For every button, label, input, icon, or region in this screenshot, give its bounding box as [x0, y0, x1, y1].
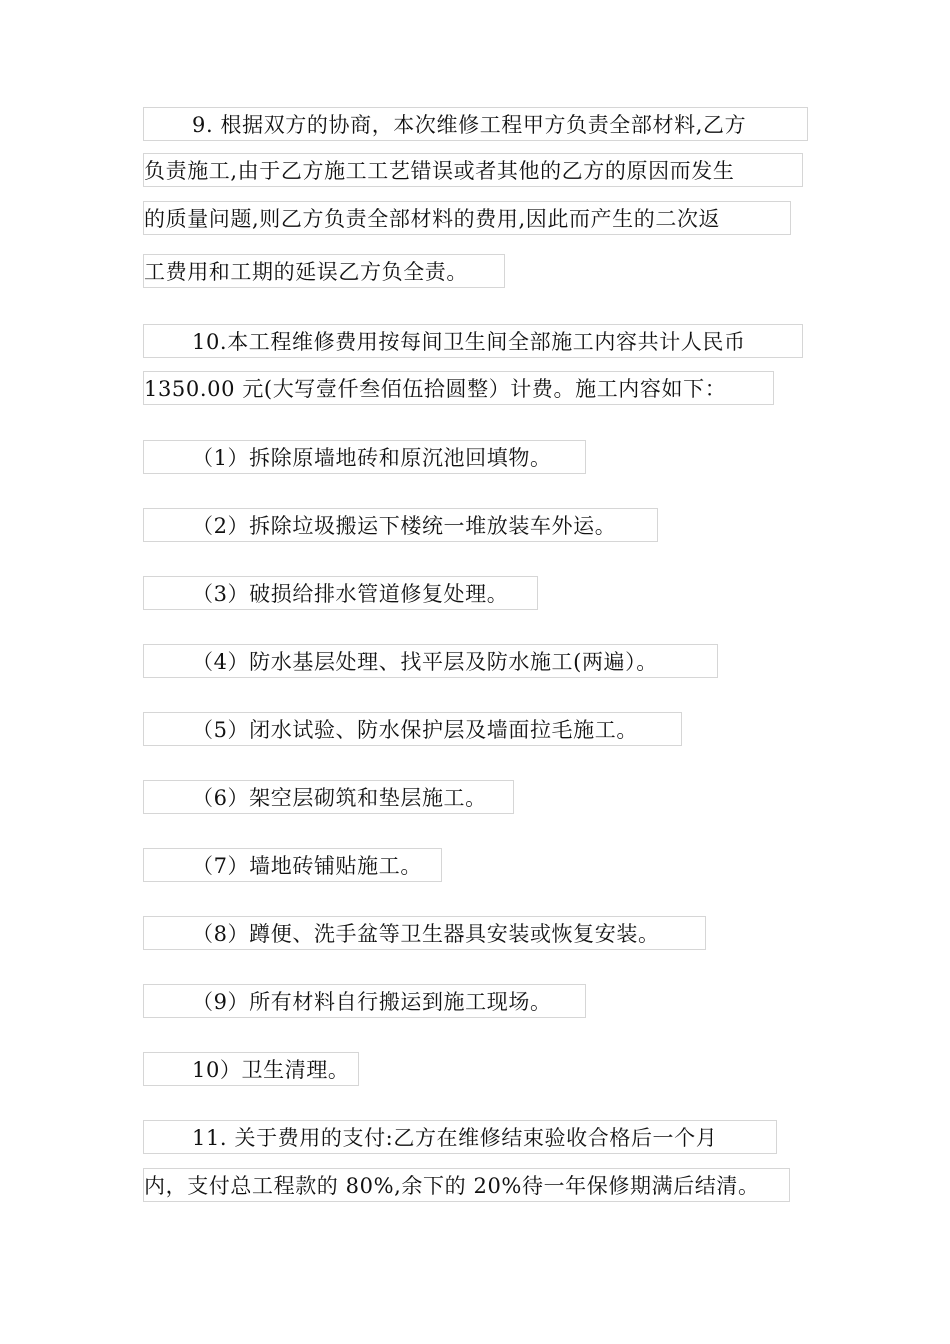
work-item-7: （7）墙地砖铺贴施工。 — [143, 848, 442, 882]
clause-11-line-1: 11. 关于费用的支付:乙方在维修结束验收合格后一个月 — [143, 1120, 777, 1154]
work-item-5: （5）闭水试验、防水保护层及墙面拉毛施工。 — [143, 712, 682, 746]
work-item-6: （6）架空层砌筑和垫层施工。 — [143, 780, 514, 814]
work-item-4: （4）防水基层处理、找平层及防水施工(两遍）。 — [143, 644, 718, 678]
clause-9-line-4: 工费用和工期的延误乙方负全责。 — [143, 254, 505, 288]
work-item-10: 10）卫生清理。 — [143, 1052, 359, 1086]
clause-11-line-2: 内，支付总工程款的 80%,余下的 20%待一年保修期满后结清。 — [143, 1168, 790, 1202]
clause-10-line-2: 1350.00 元(大写壹仟叁佰伍拾圆整）计费。施工内容如下： — [143, 371, 774, 405]
work-item-2: （2）拆除垃圾搬运下楼统一堆放装车外运。 — [143, 508, 658, 542]
clause-10-line-1: 10.本工程维修费用按每间卫生间全部施工内容共计人民币 — [143, 324, 803, 358]
clause-9-line-1: 9. 根据双方的协商，本次维修工程甲方负责全部材料,乙方 — [143, 107, 808, 141]
clause-9-line-3: 的质量问题,则乙方负责全部材料的费用,因此而产生的二次返 — [143, 201, 791, 235]
clause-9-line-2: 负责施工,由于乙方施工工艺错误或者其他的乙方的原因而发生 — [143, 153, 803, 187]
work-item-9: （9）所有材料自行搬运到施工现场。 — [143, 984, 586, 1018]
work-item-3: （3）破损给排水管道修复处理。 — [143, 576, 538, 610]
work-item-1: （1）拆除原墙地砖和原沉池回填物。 — [143, 440, 586, 474]
work-item-8: （8）蹲便、洗手盆等卫生器具安装或恢复安装。 — [143, 916, 706, 950]
